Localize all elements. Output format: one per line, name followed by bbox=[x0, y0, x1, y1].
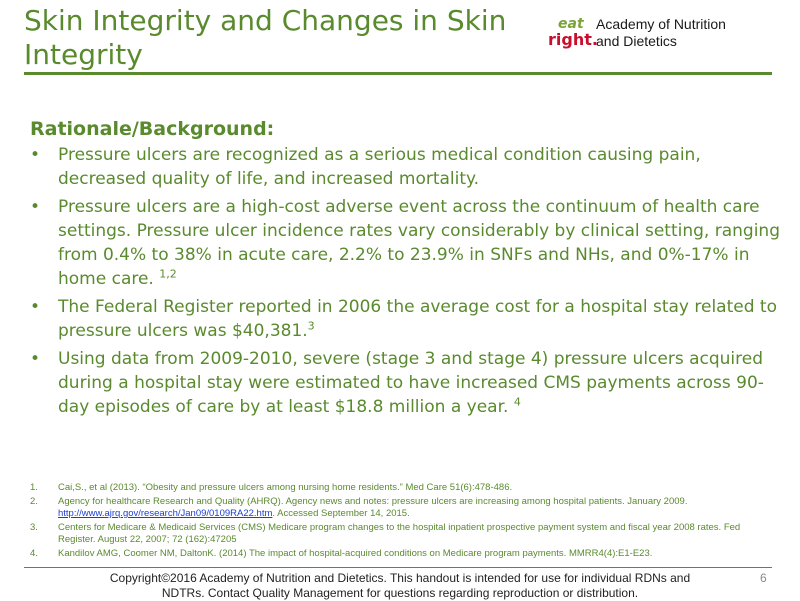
bullet-marker: • bbox=[30, 349, 41, 369]
reference-number: 3. bbox=[30, 522, 38, 533]
reference-text: Kandilov AMG, Coomer NM, DaltonK. (2014) The impact of hospital-acquired conditions on Medicare program payments. MMRR4(4):E1-E23. bbox=[58, 548, 653, 559]
bullet-marker: • bbox=[30, 197, 41, 217]
bullet-marker: • bbox=[30, 297, 41, 317]
reference-text-after: . Accessed September 14, 2015. bbox=[272, 508, 410, 519]
reference-text: Centers for Medicare & Medicaid Services (CMS) Medicare program changes to the hospital inpatient prospective payment system and fiscal year 2008 rates. Fed Register. August 22, 2007; 72 (162):47205 bbox=[58, 522, 741, 545]
bullet-item bbox=[30, 195, 790, 291]
bullet-marker: • bbox=[30, 145, 41, 165]
bullet-item bbox=[30, 347, 790, 419]
reference-item bbox=[30, 482, 780, 494]
logo-org-name bbox=[596, 16, 726, 50]
bullet-item bbox=[30, 295, 790, 343]
bullet-list bbox=[30, 143, 790, 423]
bullet-citation: 1,2 bbox=[159, 267, 177, 281]
eatright-mark bbox=[548, 16, 596, 52]
footer-divider bbox=[24, 567, 772, 568]
bullet-text: Using data from 2009-2010, severe (stage 3 and stage 4) pressure ulcers acquired during a hospital stay were estimated to have increased CMS payments across 90-day episodes of care by at least $18.8 million a year. bbox=[58, 349, 764, 417]
section-heading: Rationale/Background: bbox=[30, 118, 275, 140]
logo-org-line2: and Dietetics bbox=[596, 33, 677, 49]
reference-item bbox=[30, 522, 780, 546]
reference-list bbox=[30, 482, 780, 562]
reference-item bbox=[30, 548, 780, 560]
bullet-text: Pressure ulcers are a high-cost adverse event across the continuum of health care settings. Pressure ulcer incidence rates vary considerably by clinical setting, ranging from 0.4% to 38% in acute care, 2.2% to 23.9% in SNFs and NHs, and 0%-17% in home care. bbox=[58, 197, 780, 289]
reference-text: Agency for healthcare Research and Quality (AHRQ). Agency news and notes: pressure ulcers are increasing among hospital patients. January 2009. bbox=[58, 496, 688, 507]
logo-eat-text: eat bbox=[558, 16, 584, 32]
copyright-footer: Copyright©2016 Academy of Nutrition and Dietetics. This handout is intended for use for individual RDNs and NDTRs. Contact Quality Management for questions regarding reproduction or distribution. bbox=[109, 571, 691, 600]
bullet-citation: 3 bbox=[307, 319, 315, 333]
reference-item bbox=[30, 496, 780, 520]
bullet-citation: 4 bbox=[513, 395, 521, 409]
eatright-logo bbox=[548, 14, 758, 54]
slide-title: Skin Integrity and Changes in Skin Integrity bbox=[24, 4, 507, 71]
bullet-item bbox=[30, 143, 790, 191]
reference-link[interactable]: http://www.ajrq.gov/research/Jan09/0109RA22.htm bbox=[58, 508, 273, 519]
title-divider bbox=[24, 72, 772, 75]
bullet-text: Pressure ulcers are recognized as a serious medical condition causing pain, decreased quality of life, and increased mortality. bbox=[58, 145, 701, 189]
bullet-text: The Federal Register reported in 2006 the average cost for a hospital stay related to pressure ulcers was $40,381. bbox=[58, 297, 777, 341]
logo-org-line1: Academy of Nutrition bbox=[596, 16, 726, 32]
reference-text: Cai,S., et al (2013). “Obesity and pressure ulcers among nursing home residents.” Med Care 51(6):478-486. bbox=[58, 482, 513, 493]
reference-number: 4. bbox=[30, 548, 38, 559]
page-number: 6 bbox=[760, 571, 767, 585]
reference-number: 2. bbox=[30, 496, 38, 507]
logo-right-text: right. bbox=[548, 30, 598, 49]
reference-number: 1. bbox=[30, 482, 38, 493]
